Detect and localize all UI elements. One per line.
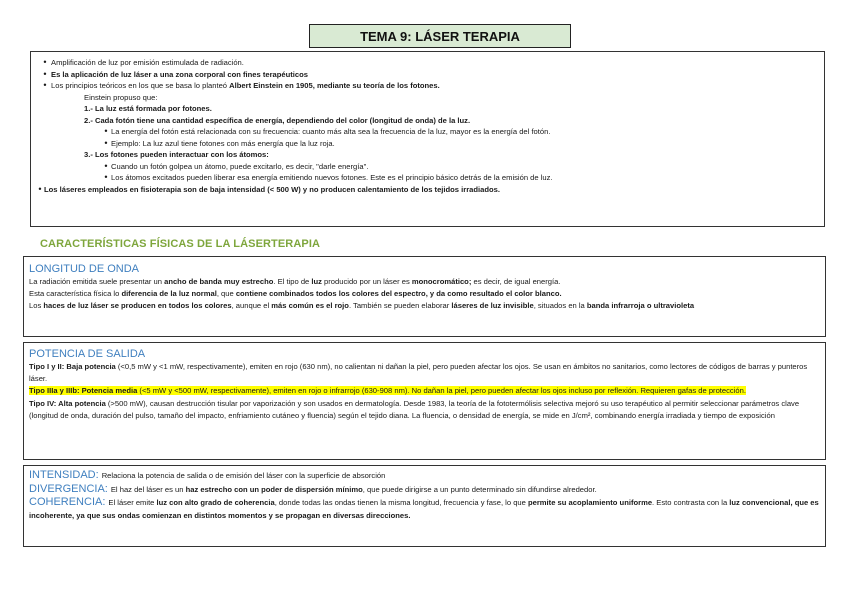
text-run: . También se pueden elaborar: [348, 300, 452, 310]
potencia-box: [23, 342, 826, 460]
principle-2b-text: Ejemplo: La luz azul tiene fotones con más energía que la luz roja.: [111, 138, 335, 148]
text-run: monocromático;: [411, 277, 472, 286]
coherencia-line: [29, 496, 819, 522]
text-run: , que: [216, 288, 236, 298]
bullet-dot-icon: •: [43, 68, 47, 79]
text-run: es decir, de igual energía.: [471, 277, 561, 286]
bullet-dot-icon: •: [104, 172, 108, 182]
bullet-dot-icon: •: [43, 57, 47, 67]
intensidad-heading: INTENSIDAD:: [29, 469, 99, 481]
section-heading: CARACTERÍSTICAS FÍSICAS DE LA LÁSERTERAPIA: [40, 238, 321, 250]
text-run: , donde todas las ondas tienen la misma longitud, frecuencia y fase, lo que: [274, 498, 528, 507]
principle-1: [39, 103, 816, 115]
principle-3a-text: Cuando un fotón golpea un átomo, puede excitarlo, es decir, "darle energía".: [111, 161, 369, 171]
intensidad-line: [29, 469, 819, 483]
intro-box: [30, 51, 825, 227]
text-run: Relaciona la potencia de salida o de emisión del láser con la superficie de absorción: [101, 471, 386, 480]
text-run: La radiación emitida suele presentar un: [29, 277, 165, 286]
longitud-heading: LONGITUD DE ONDA: [29, 263, 140, 275]
bullet-dot-icon: •: [104, 126, 108, 136]
intro-last-bullet: [36, 184, 816, 196]
text-run: ancho de banda muy estrecho: [164, 277, 274, 286]
text-run: , aunque el: [231, 300, 272, 310]
principle-2b: [39, 138, 816, 150]
intro-b1-text: Amplificación de luz por emisión estimulada de radiación.: [51, 58, 244, 67]
longitud-line-1: [29, 276, 819, 288]
intro-b2-text: Es la aplicación de luz láser a una zona corporal con fines terapéuticos: [51, 69, 309, 79]
text-run: haz estrecho con un poder de dispersión mínimo: [185, 484, 363, 494]
principle-1-text: 1.- La luz está formada por fotones.: [84, 104, 212, 113]
text-run: , situados en la: [533, 300, 587, 310]
page-title-text: TEMA 9: LÁSER TERAPIA: [360, 28, 520, 44]
text-run: Los: [29, 300, 44, 310]
text-run: producido por un láser es: [321, 277, 412, 286]
divergencia-line: [29, 483, 819, 497]
intro-b3-pre: Los principios teóricos en los que se basa lo planteó: [51, 81, 230, 90]
intro-bullet-2: [39, 69, 816, 81]
text-run: haces de luz láser se producen en todos los colores: [43, 300, 232, 310]
intro-b3-post: , mediante su teoría de los fotones.: [312, 81, 440, 90]
otros-box: [23, 465, 826, 547]
tipo-1-2: [29, 361, 819, 385]
page-title: [309, 24, 571, 48]
text-run: (>500 mW), causan destrucción tisular por vaporización y son usados en dermatología. Desde 1983, la teoría de la fototermólisis selectiva mejoró su uso terapéutico al permitir seleccionar parámetros clave (longitud de onda, duración del pulso, tamaño del impacto, enfriamiento cutáneo y fluencia) según el tejido diana. La fluencia, o densidad de energía, se mide en J/cm², combinando energía irradiada y tiempo de exposición: [29, 398, 800, 420]
bullet-dot-icon: •: [38, 183, 42, 194]
intro-bullet-1: [39, 57, 816, 69]
text-run: luz con alto grado de coherencia: [156, 498, 275, 507]
principle-3: [39, 149, 816, 161]
text-run: banda infrarroja o ultravioleta: [586, 300, 695, 310]
text-run: láseres de luz invisible: [451, 300, 534, 310]
principle-3b-text: Los átomos excitados pueden liberar esa energía emitiendo nuevos fotones. Este es el principio básico detrás de la emisión de luz.: [111, 173, 553, 182]
text-run: , que puede dirigirse a un punto determinado sin difundirse: [362, 484, 561, 494]
text-run: más común es el rojo: [271, 300, 349, 310]
einstein-text: Einstein propuso que:: [84, 92, 158, 102]
highlighted-text: [29, 386, 746, 395]
longitud-box: [23, 256, 826, 337]
intro-b3-bold: Albert Einstein en 1905: [229, 81, 313, 90]
longitud-line-3: [29, 300, 819, 312]
bullet-dot-icon: •: [104, 137, 108, 148]
text-run: luz convencional, que es incoherente, ya que sus ondas comienzan en distintos momentos y se propagan en diversas direcciones.: [29, 498, 819, 520]
potencia-heading: POTENCIA DE SALIDA: [29, 348, 146, 360]
tipo-3: [29, 385, 819, 397]
divergencia-heading: DIVERGENCIA:: [29, 482, 108, 495]
intro-bullet-3: [39, 80, 816, 92]
bullet-dot-icon: •: [104, 160, 108, 171]
coherencia-heading: COHERENCIA:: [29, 496, 106, 508]
principle-2: [39, 115, 816, 127]
text-run: Tipo IIIa y IIIb: Potencia media: [29, 386, 138, 396]
text-run: contiene combinados todos los colores del espectro, y da como resultado el color blanco.: [235, 288, 562, 298]
text-run: Esta característica física lo: [29, 288, 122, 298]
text-run: alrededor.: [560, 484, 597, 494]
text-run: . Esto contrasta con la: [652, 498, 730, 507]
longitud-line-2: [29, 288, 819, 300]
einstein-line: [39, 92, 816, 104]
text-run: (<0,5 mW y <1 mW, respectivamente), emiten en rojo (630 nm), no calientan ni dañan la piel, pero pueden afectar los ojos. Se usan en ámbitos no sanitarios, como lectores de códigos de barras y punteros láser.: [29, 362, 808, 384]
text-run: El haz del láser es un: [110, 484, 186, 494]
principle-2a: [39, 126, 816, 138]
principle-3-text: 3.- Los fotones pueden interactuar con los átomos:: [84, 150, 269, 159]
principle-3b: [39, 172, 816, 184]
text-run: El láser emite: [108, 498, 157, 507]
text-run: . El tipo de: [273, 277, 312, 286]
principle-3a: [39, 161, 816, 173]
principle-2a-text: La energía del fotón está relacionada con su frecuencia: cuanto más alta sea la frecuencia de la luz, mayor es la energía del fotón.: [111, 127, 551, 136]
principle-2-text: 2.- Cada fotón tiene una cantidad específica de energía, dependiendo del color (longitud de onda) de la luz.: [84, 115, 471, 125]
text-run: Tipo I y II: Baja potencia: [29, 362, 116, 371]
text-run: diferencia de la luz normal: [121, 288, 217, 298]
text-run: Tipo IV: Alta potencia: [29, 398, 106, 408]
tipo-4: [29, 398, 819, 422]
text-run: luz: [311, 277, 322, 286]
intro-last-text: Los láseres empleados en fisioterapia son de baja intensidad (< 500 W) y no producen calentamiento de los tejidos irradiados.: [44, 184, 500, 194]
text-run: (<5 mW y <500 mW, respectivamente), emiten en rojo o infrarrojo (630-908 nm). No dañan la piel, pero pueden afectar los ojos incluso por reflexión. Requieren gafas de protección.: [137, 386, 746, 396]
bullet-dot-icon: •: [43, 80, 47, 90]
text-run: permite su acoplamiento uniforme: [527, 498, 653, 507]
